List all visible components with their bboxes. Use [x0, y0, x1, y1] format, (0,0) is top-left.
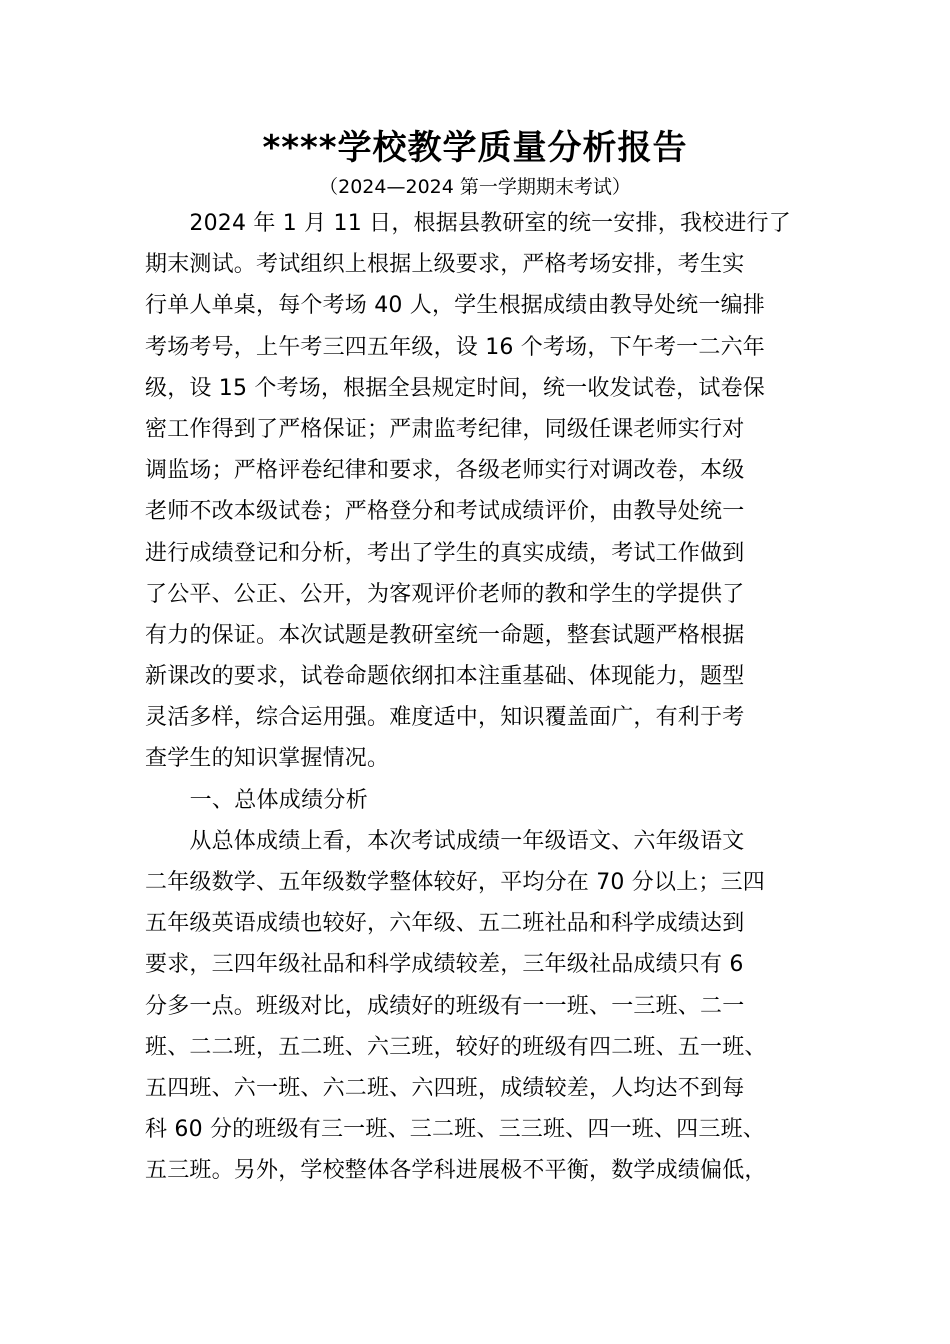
text-line: 分多一点。班级对比，成绩好的班级有一一班、一三班、二一 — [145, 993, 745, 1019]
text-line: 五三班。另外，学校整体各学科进展极不平衡，数学成绩偏低， — [145, 1158, 767, 1184]
page-title: ****学校教学质量分析报告 — [262, 128, 688, 168]
text-line: 科 60 分的班级有三一班、三二班、三三班、四一班、四三班、 — [145, 1117, 765, 1143]
text-line: 灵活多样，综合运用强。难度适中，知识覆盖面广，有利于考 — [145, 705, 745, 731]
text-line: 五四班、六一班、六二班、六四班，成绩较差，人均达不到每 — [145, 1075, 745, 1101]
text-line: 要求，三四年级社品和科学成绩较差，三年级社品成绩只有 6 — [145, 952, 744, 978]
text-line: 行单人单桌，每个考场 40 人，学生根据成绩由教导处统一编排 — [145, 293, 765, 319]
text-line: 老师不改本级试卷；严格登分和考试成绩评价，由教导处统一 — [145, 499, 745, 525]
page-subtitle: （2024—2024 第一学期期末考试） — [319, 176, 631, 198]
text-line: 级，设 15 个考场，根据全县规定时间，统一收发试卷，试卷保 — [145, 375, 765, 401]
text-line: 了公平、公正、公开，为客观评价老师的教和学生的学提供了 — [145, 581, 745, 607]
text-line: 密工作得到了严格保证；严肃监考纪律，同级任课老师实行对 — [145, 416, 745, 442]
text-line: 调监场；严格评卷纪律和要求，各级老师实行对调改卷，本级 — [145, 458, 745, 484]
text-line: 考场考号，上午考三四五年级，设 16 个考场，下午考一二六年 — [145, 334, 765, 360]
text-line: 五年级英语成绩也较好，六年级、五二班社品和科学成绩达到 — [145, 911, 745, 937]
section-heading: 一、总体成绩分析 — [145, 787, 369, 813]
text-line: 二年级数学、五年级数学整体较好，平均分在 70 分以上；三四 — [145, 870, 765, 895]
text-line: 班、二二班，五二班、六三班，较好的班级有四二班、五一班、 — [145, 1034, 767, 1060]
text-line: 从总体成绩上看，本次考试成绩一年级语文、六年级语文 — [145, 828, 745, 854]
text-line: 进行成绩登记和分析，考出了学生的真实成绩，考试工作做到 — [145, 540, 745, 566]
text-line: 查学生的知识掌握情况。 — [145, 746, 390, 772]
text-line: 2024 年 1 月 11 日，根据县教研室的统一安排，我校进行了 — [145, 211, 791, 236]
text-line: 有力的保证。本次试题是教研室统一命题，整套试题严格根据 — [145, 622, 745, 648]
report-body — [145, 203, 810, 1192]
text-line: 期末测试。考试组织上根据上级要求，严格考场安排，考生实 — [145, 252, 745, 278]
text-line: 新课改的要求，试卷命题依纲扣本注重基础、体现能力，题型 — [145, 664, 745, 690]
